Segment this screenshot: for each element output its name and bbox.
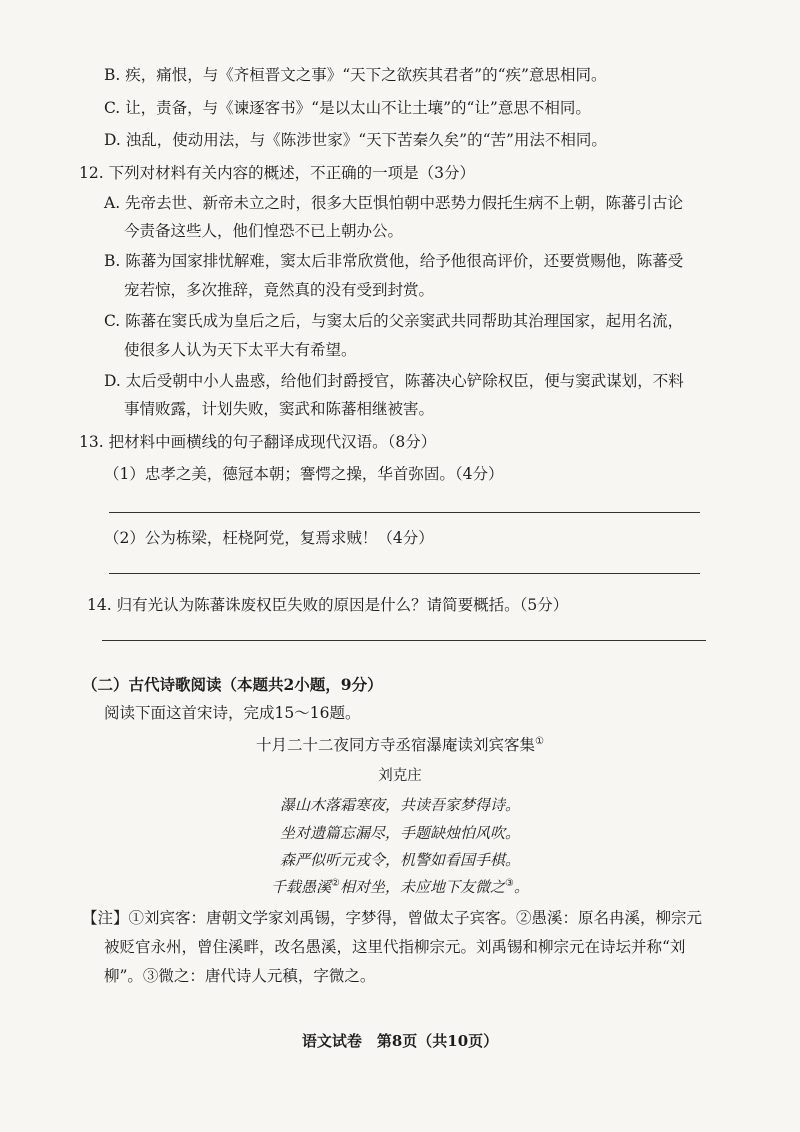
q12-option-c-line2: 使很多人认为天下太平大有希望。 bbox=[124, 341, 357, 359]
q12-stem: 12. 下列对材料有关内容的概述，不正确的一项是（3分） bbox=[79, 164, 475, 182]
q13-stem: 13. 把材料中画横线的句子翻译成现代汉语。（8分） bbox=[79, 433, 437, 451]
q13-sentence-2: （2）公为栋梁，枉桡阿党，复焉求贼！（4分） bbox=[104, 529, 434, 547]
q12-option-b-line1: B. 陈蕃为国家排忧解难，窦太后非常欣赏他，给予他很高评价，还要赏赐他，陈蕃受 bbox=[104, 252, 684, 270]
q13-sentence-1: （1）忠孝之美，德冠本朝；謇愕之操，华首弥固。（4分） bbox=[104, 465, 504, 483]
q14-answer-line[interactable] bbox=[102, 640, 706, 641]
notes-line-3: 柳”。③微之：唐代诗人元稹，字微之。 bbox=[104, 967, 376, 985]
poem-line-4: 千载愚溪②相对坐，未应地下友微之③。 bbox=[271, 878, 529, 896]
q12-option-a-line1: A. 先帝去世、新帝未立之时，很多大臣惧怕朝中恶势力假托生病不上朝，陈蕃引古论 bbox=[104, 194, 684, 212]
q14-stem: 14. 归有光认为陈蕃诛废权臣失败的原因是什么？请简要概括。（5分） bbox=[87, 596, 569, 614]
poem-line-1: 瀑山木落霜寒夜，共读吾家梦得诗。 bbox=[279, 796, 520, 814]
q11-option-b: B. 疾，痛恨，与《齐桓晋文之事》“天下之欲疾其君者”的“疾”意思相同。 bbox=[104, 66, 607, 84]
q12-option-a-line2: 今责备这些人，他们惶恐不已上朝办公。 bbox=[124, 222, 404, 240]
section-heading: （二）古代诗歌阅读（本题共2小题，9分） bbox=[82, 675, 383, 694]
q12-option-c-line1: C. 陈蕃在窦氏成为皇后之后，与窦太后的父亲窦武共同帮助其治理国家，起用名流， bbox=[104, 312, 684, 330]
q12-option-b-line2: 宠若惊，多次推辞，竟然真的没有受到封赏。 bbox=[124, 281, 435, 299]
q13-2-answer-line[interactable] bbox=[109, 573, 700, 574]
q13-1-answer-line[interactable] bbox=[109, 512, 700, 513]
poem-author: 刘克庄 bbox=[378, 768, 422, 784]
q11-option-c: C. 让，责备，与《谏逐客书》“是以太山不让土壤”的“让”意思不相同。 bbox=[104, 99, 591, 117]
poem-title: 十月二十二夜同方寺丞宿瀑庵读刘宾客集① bbox=[256, 735, 544, 754]
page-footer: 语文试卷 第8页（共10页） bbox=[301, 1032, 499, 1050]
notes-line-1: 【注】①刘宾客：唐朝文学家刘禹锡，字梦得，曾做太子宾客。②愚溪：原名冉溪，柳宗元 bbox=[82, 909, 703, 927]
poem-line-3: 森严似听元戎令，机警如看国手棋。 bbox=[279, 851, 520, 869]
notes-line-2: 被贬官永州，曾住溪畔，改名愚溪，这里代指柳宗元。刘禹锡和柳宗元在诗坛并称“刘 bbox=[104, 938, 686, 956]
poem-title-note-marker: ① bbox=[535, 735, 544, 747]
q11-option-d: D. 浊乱，使动用法，与《陈涉世家》“天下苦秦久矣”的“苦”用法不相同。 bbox=[104, 131, 607, 149]
q12-option-d-line1: D. 太后受朝中小人蛊惑，给他们封爵授官，陈蕃决心铲除权臣，便与窦武谋划，不料 bbox=[104, 372, 684, 390]
poem-line-2: 坐对遗篇忘漏尽，手题缺烛怕风吹。 bbox=[279, 824, 520, 842]
section-instruction: 阅读下面这首宋诗，完成15～16题。 bbox=[104, 704, 361, 722]
q12-option-d-line2: 事情败露，计划失败，窦武和陈蕃相继被害。 bbox=[124, 400, 435, 418]
